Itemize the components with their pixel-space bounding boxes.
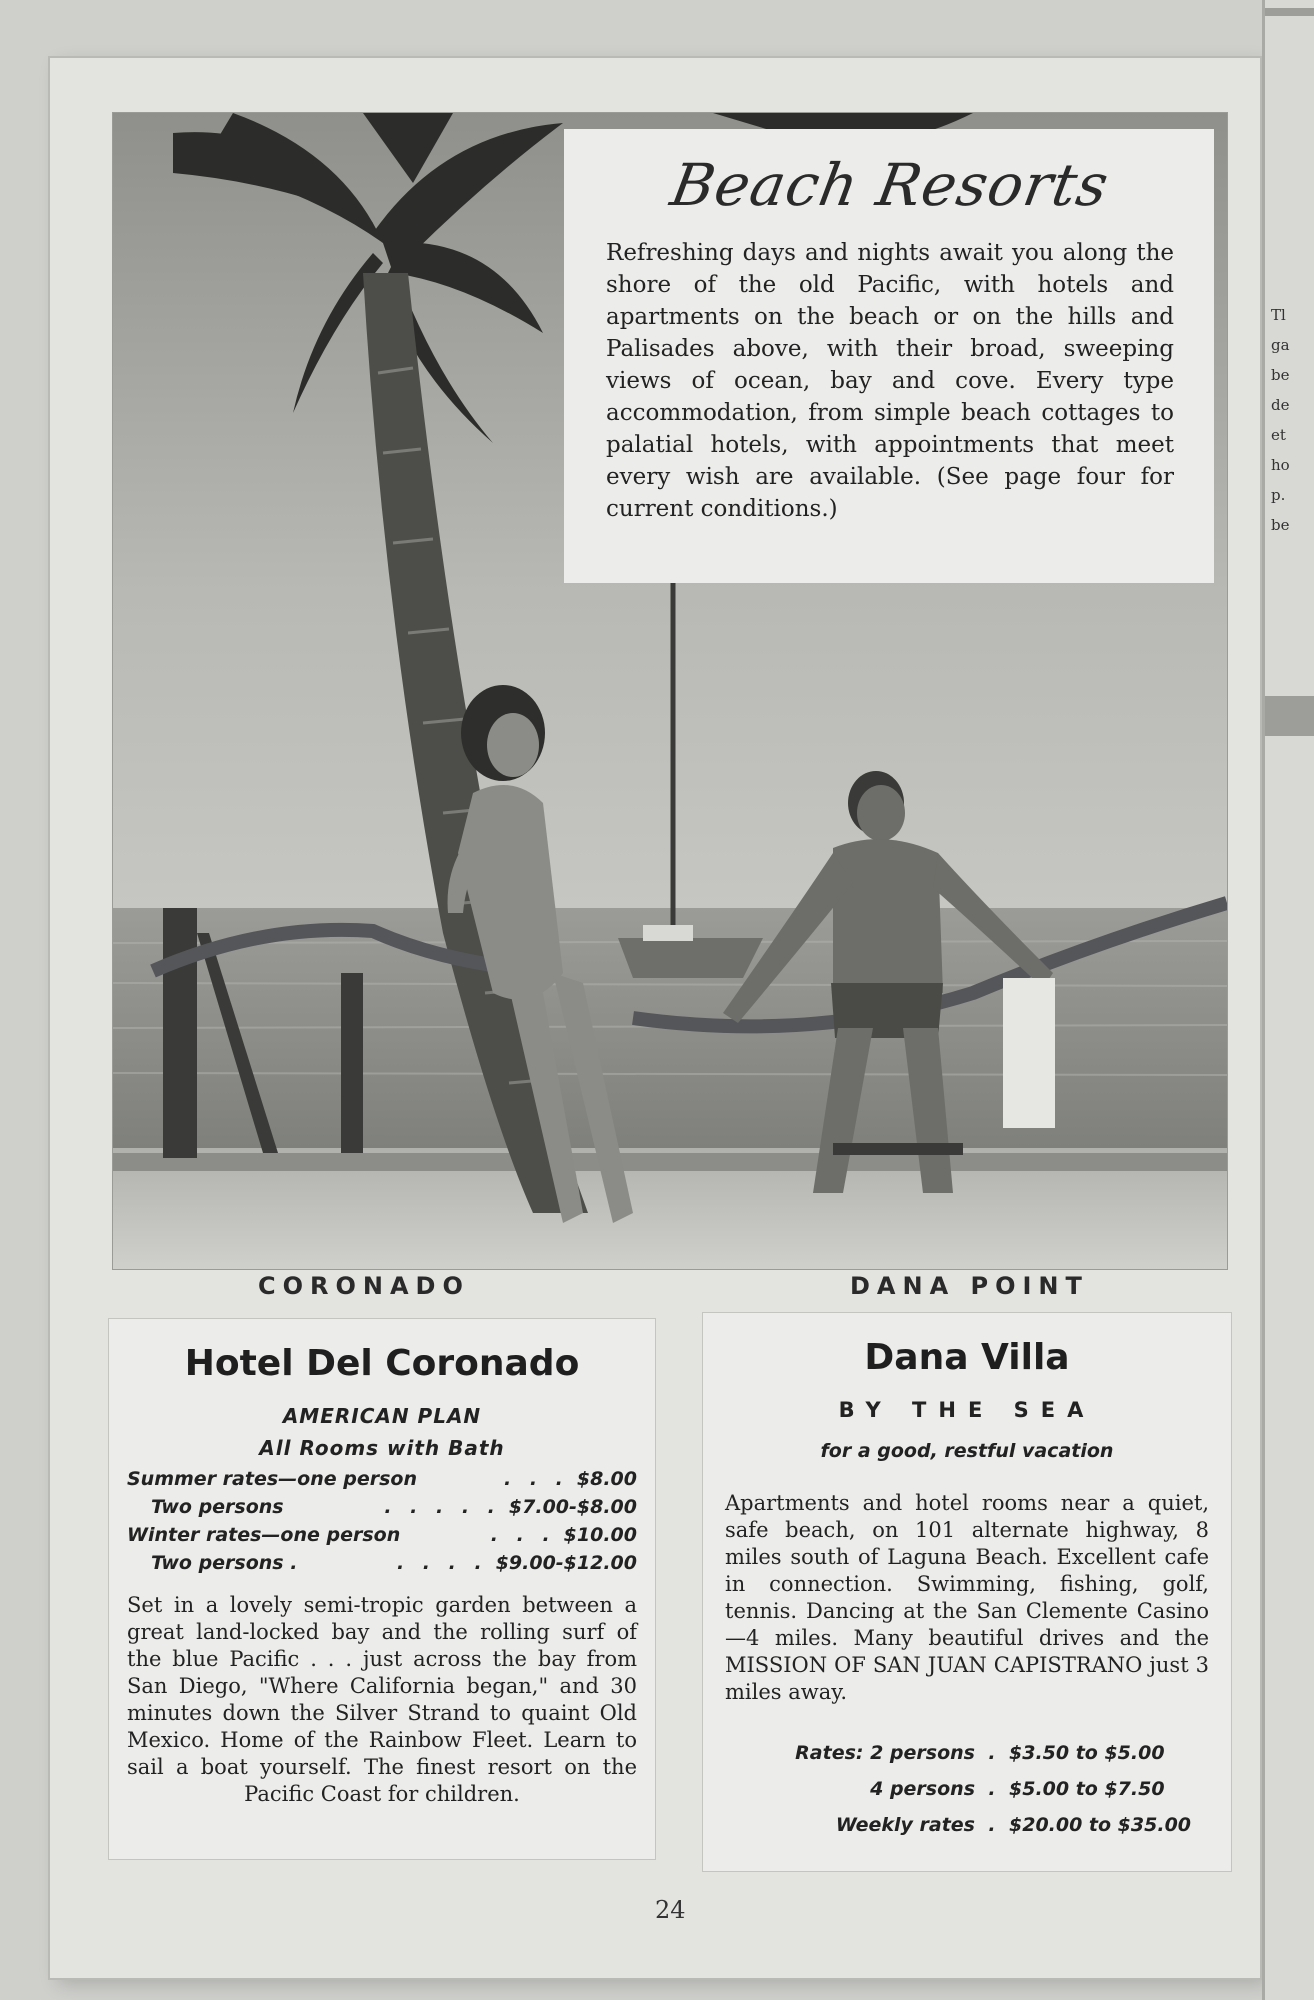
adjacent-page-divider	[1265, 8, 1314, 16]
intro-box	[564, 129, 1214, 583]
adjacent-page-edge	[1262, 0, 1314, 2000]
adjacent-page-text: Tl	[1271, 306, 1286, 324]
rate-row	[127, 1468, 637, 1490]
rate-leader: .	[988, 1742, 996, 1764]
section-title: Beach Resorts	[665, 151, 1115, 219]
rate-value: $20.00 to $35.00	[1009, 1814, 1192, 1836]
hotel-description: Set in a lovely semi-tropic garden between a great land-locked bay and the rolling surf of the blue Pacific . . . just across the bay from San Diego, "Where California began," and 30 minutes down the Silver Strand to quaint Old Mexico. Home of the Rainbow Fleet. Learn to sail a boat yourself. The finest resort on the Pacific Coast for children.	[127, 1593, 637, 1806]
rates-list	[725, 1742, 1209, 1836]
rate-row	[127, 1524, 637, 1546]
rate-value: $10.00	[563, 1524, 637, 1546]
adjacent-page-text: be	[1271, 366, 1290, 384]
rooms-label: All Rooms with Bath	[259, 1436, 505, 1460]
rate-label: Summer rates—one person	[127, 1468, 417, 1490]
rate-leader: .	[988, 1778, 996, 1800]
rate-label: Two persons	[151, 1496, 284, 1518]
rate-leader: . . . .	[396, 1552, 488, 1574]
rate-row	[725, 1778, 1199, 1800]
rate-leader: . . .	[490, 1524, 556, 1546]
location-label-dana-point: DANA POINT	[850, 1272, 1089, 1300]
rate-value: $9.00-$12.00	[495, 1552, 637, 1574]
rate-row	[127, 1496, 637, 1518]
adjacent-page-text: de	[1271, 396, 1290, 414]
rate-row	[725, 1742, 1199, 1764]
adjacent-page-text: et	[1271, 426, 1286, 444]
plan-label: AMERICAN PLAN	[282, 1404, 482, 1428]
adjacent-page-text: be	[1271, 516, 1290, 534]
rate-value: $8.00	[576, 1468, 637, 1490]
rate-value: $5.00 to $7.50	[1009, 1778, 1165, 1800]
rate-leader: . . .	[504, 1468, 569, 1490]
hotel-tagline: for a good, restful vacation	[820, 1440, 1114, 1462]
page-number: 24	[655, 1896, 686, 1924]
hotel-subtitle: BY THE SEA	[838, 1398, 1096, 1422]
intro-text: Refreshing days and nights await you along the shore of the old Pacific, with hotels and apartments on the beach or on the hills and Palisades above, with their broad, sweeping views of ocean, bay and cove. Every type accommodation, from simple beach cottages to palatial hotels, with appointments that meet every wish are available. (See page four for current conditions.)	[606, 240, 1174, 522]
rate-row	[127, 1552, 637, 1574]
adjacent-page-divider	[1265, 696, 1314, 736]
hotel-name: Hotel Del Coronado	[184, 1343, 580, 1384]
hotel-description: Apartments and hotel rooms near a quiet, safe beach, on 101 alternate highway, 8 miles south of Laguna Beach. Excellent cafe in connection. Swimming, fishing, golf, tennis. Dancing at the San Clemente Casino—4 miles. Many beautiful drives and the MISSION OF SAN JUAN CAPISTRANO just 3 miles away.	[725, 1491, 1209, 1704]
rate-label: Two persons .	[151, 1552, 298, 1574]
dana-villa-ad	[702, 1312, 1232, 1872]
rate-label: Weekly rates	[835, 1814, 975, 1836]
adjacent-page-text: ga	[1271, 336, 1290, 354]
hotel-name: Dana Villa	[864, 1337, 1070, 1378]
hotel-del-coronado-ad	[108, 1318, 656, 1860]
rate-label: Winter rates—one person	[127, 1524, 401, 1546]
adjacent-page-text: ho	[1271, 456, 1290, 474]
rate-leader: .	[988, 1814, 996, 1836]
rate-value: $7.00-$8.00	[508, 1496, 637, 1518]
rate-label: 4 persons	[870, 1778, 975, 1800]
adjacent-page-text: p.	[1271, 486, 1286, 504]
rate-leader: . . . . .	[384, 1496, 501, 1518]
rate-value: $3.50 to $5.00	[1009, 1742, 1165, 1764]
location-label-coronado: CORONADO	[258, 1272, 470, 1300]
rate-row	[725, 1814, 1199, 1836]
rate-label: Rates: 2 persons	[795, 1742, 975, 1764]
beach-photo	[112, 112, 1228, 1270]
